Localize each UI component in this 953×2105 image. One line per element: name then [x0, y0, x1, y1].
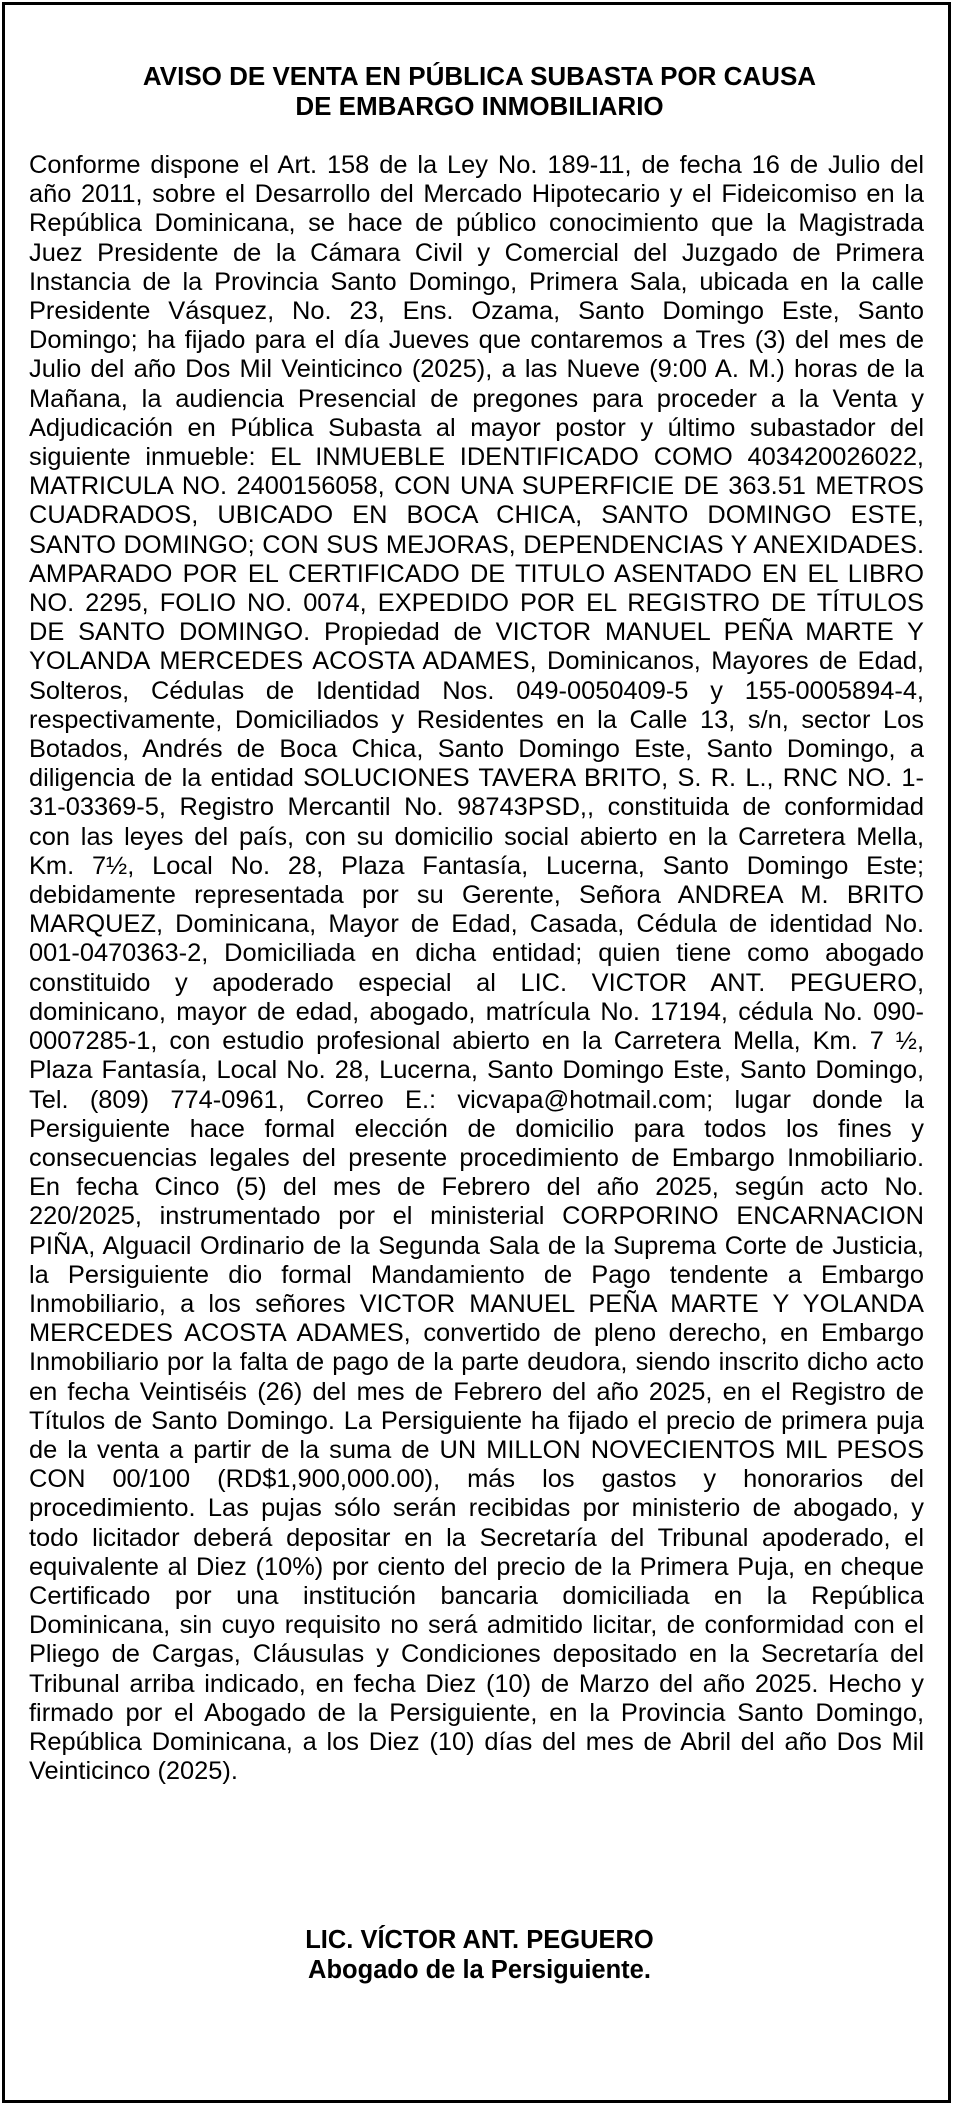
- notice-title-line-2: DE EMBARGO INMOBILIARIO: [295, 91, 664, 121]
- notice-title: [65, 61, 894, 121]
- notice-border-frame: [2, 2, 951, 2103]
- signature-block: [65, 1925, 894, 1985]
- signature-role: Abogado de la Persiguiente.: [308, 1956, 651, 1984]
- notice-title-line-1: AVISO DE VENTA EN PÚBLICA SUBASTA POR CAUSA: [142, 61, 817, 91]
- signature-name: LIC. VÍCTOR ANT. PEGUERO: [305, 1926, 654, 1954]
- notice-body-text: Conforme dispone el Art. 158 de la Ley No. 189-11, de fecha 16 de Julio del año 2011, sobre el Desarrollo del Mercado Hipotecario y el Fideicomiso en la República Dominicana, se hace de público conocimiento que la Magistrada Juez Presidente de la Cámara Civil y Comercial del Juzgado de Primera Instancia de la Provincia Santo Domingo, Primera Sala, ubicada en la calle Presidente Vásquez, No. 23, Ens. Ozama, Santo Domingo Este, Santo Domingo; ha fijado para el día Jueves que contaremos a Tres (3) del mes de Julio del año Dos Mil Veinticinco (2025), a las Nueve (9:00 A. M.) horas de la Mañana, la audiencia Presencial de pregones para proceder a la Venta y Adjudicación en Pública Subasta al mayor postor y último subastador del siguiente inmueble: EL INMUEBLE IDENTIFICADO COMO 403420026022, MATRICULA NO. 2400156058, CON UNA SUPERFICIE DE 363.51 METROS CUADRADOS, UBICADO EN BOCA CHICA, SANTO DOMINGO ESTE, SANTO DOMINGO; CON SUS MEJORAS, DEPENDENCIAS Y ANEXIDADES. AMPARADO POR EL CERTIFICADO DE TITULO ASENTADO EN EL LIBRO NO. 2295, FOLIO NO. 0074, EXPEDIDO POR EL REGISTRO DE TÍTULOS DE SANTO DOMINGO. Propiedad de VICTOR MANUEL PEÑA MARTE Y YOLANDA MERCEDES ACOSTA ADAMES, Dominicanos, Mayores de Edad, Solteros, Cédulas de Identidad Nos. 049-0050409-5 y 155-0005894-4, respectivamente, Domiciliados y Residentes en la Calle 13, s/n, sector Los Botados, Andrés de Boca Chica, Santo Domingo Este, Santo Domingo, a diligencia de la entidad SOLUCIONES TAVERA BRITO, S. R. L., RNC NO. 1-31-03369-5, Registro Mercantil No. 98743PSD,, constituida de conformidad con las leyes del país, con su domicilio social abierto en la Carretera Mella, Km. 7½, Local No. 28, Plaza Fantasía, Lucerna, Santo Domingo Este; debidamente representada por su Gerente, Señora ANDREA M. BRITO MARQUEZ, Dominicana, Mayor de Edad, Casada, Cédula de identidad No. 001-0470363-2, Domiciliada en dicha entidad; quien tiene como abogado constituido y apoderado especial al LIC. VICTOR ANT. PEGUERO, dominicano, mayor de edad, abogado, matrícula No. 17194, cédula No. 090-0007285-1, con estudio profesional abierto en la Carretera Mella, Km. 7 ½, Plaza Fantasía, Local No. 28, Lucerna, Santo Domingo Este, Santo Domingo, Tel. (809) 774-0961, Correo E.: vicvapa@hotmail.com; lugar donde la Persiguiente hace formal elección de domicilio para todos los fines y consecuencias legales del presente procedimiento de Embargo Inmobiliario. En fecha Cinco (5) del mes de Febrero del año 2025, según acto No. 220/2025, instrumentado por el ministerial CORPORINO ENCARNACION PIÑA, Alguacil Ordinario de la Segunda Sala de la Suprema Corte de Justicia, la Persiguiente dio formal Mandamiento de Pago tendente a Embargo Inmobiliario, a los señores VICTOR MANUEL PEÑA MARTE Y YOLANDA MERCEDES ACOSTA ADAMES, convertido de pleno derecho, en Embargo Inmobiliario por la falta de pago de la parte deudora, siendo inscrito dicho acto en fecha Veintiséis (26) del mes de Febrero del año 2025, en el Registro de Títulos de Santo Domingo. La Persiguiente ha fijado el precio de primera puja de la venta a partir de la suma de UN MILLON NOVECIENTOS MIL PESOS CON 00/100 (RD$1,900,000.00), más los gastos y honorarios del procedimiento. Las pujas sólo serán recibidas por ministerio de abogado, y todo licitador deberá depositar en la Secretaría del Tribunal apoderado, el equivalente al Diez (10%) por ciento del precio de la Primera Puja, en cheque Certificado por una institución bancaria domiciliada en la República Dominicana, sin cuyo requisito no será admitido licitar, de conformidad con el Pliego de Cargas, Cláusulas y Condiciones depositado en la Secretaría del Tribunal arriba indicado, en fecha Diez (10) de Marzo del año 2025. Hecho y firmado por el Abogado de la Persiguiente, en la Provincia Santo Domingo, República Dominicana, a los Diez (10) días del mes de Abril del año Dos Mil Veinticinco (2025).: [29, 151, 924, 1786]
